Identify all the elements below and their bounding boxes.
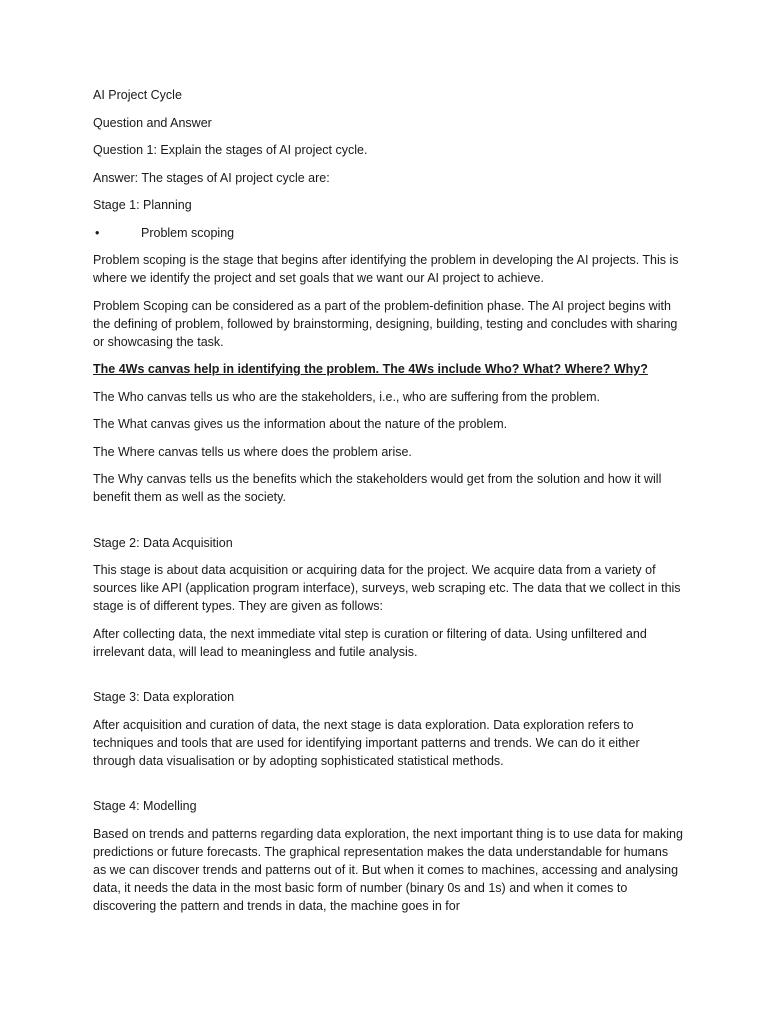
stage4-heading: Stage 4: Modelling (93, 799, 197, 813)
bullet-item (93, 224, 683, 242)
bullet-label: Problem scoping (141, 225, 235, 240)
why-canvas-text: The Why canvas tells us the benefits which the stakeholders would get from the solution and how it will benefit them as well as the society. (93, 472, 662, 504)
stage1-paragraph-2: Problem Scoping can be considered as a part of the problem-definition phase. The AI project begins with the defining of problem, followed by brainstorming, designing, building, testing and concludes with sharing or showcasing the task. (93, 298, 678, 349)
stage2-heading: Stage 2: Data Acquisition (93, 535, 233, 550)
what-canvas-text: The What canvas gives us the information about the nature of the problem. (93, 417, 508, 431)
stage2-paragraph-2: After collecting data, the next immediate vital step is curation or filtering of data. Using unfiltered and irrelevant data, will lead to meaningless and futile analysis. (93, 626, 647, 659)
stage1-paragraph-1: Problem scoping is the stage that begins after identifying the problem in developing the AI projects. This is where we identify the project and set goals that we want our AI project to achieve. (93, 253, 679, 285)
stage4-paragraph-1: Based on trends and patterns regarding data exploration, the next important thing is to use data for making predictions or future forecasts. The graphical representation makes the data understandable for humans as we can discover trends and patterns out of it. But when it comes to machines, accessing and analysing data, it needs the data in the most basic form of number (binary 0s and 1s) and when it comes to discovering the pattern and trends in data, the machine goes in for (93, 826, 683, 913)
document-page (93, 86, 683, 924)
stage3-heading: Stage 3: Data exploration (93, 690, 235, 704)
who-canvas-text: The Who canvas tells us who are the stakeholders, i.e., who are suffering from the problem. (93, 389, 600, 404)
document-title: AI Project Cycle (93, 88, 182, 102)
spacer (93, 670, 683, 688)
stage1-heading: Stage 1: Planning (93, 198, 192, 212)
stage2-paragraph-1: This stage is about data acquisition or acquiring data for the project. We acquire data from a variety of sources like API (application program interface), surveys, web scraping etc. The data that we collect in this stage is of different types. They are given as follows: (93, 563, 681, 613)
answer-intro: Answer: The stages of AI project cycle are: (93, 170, 330, 185)
stage3-paragraph-1: After acquisition and curation of data, the next stage is data exploration. Data exploration refers to techniques and tools that are used for identifying important patterns and trends. We can do it either through data visualisation or by adopting sophisticated statistical methods. (93, 717, 640, 768)
bullet-dot: • (95, 225, 100, 240)
where-canvas-text: The Where canvas tells us where does the problem arise. (93, 444, 412, 459)
spacer (93, 779, 683, 797)
question-text: Question 1: Explain the stages of AI project cycle. (93, 143, 368, 157)
canvas-heading: The 4Ws canvas help in identifying the problem. The 4Ws include Who? What? Where? Why? (93, 362, 648, 376)
spacer (93, 516, 683, 534)
document-subtitle: Question and Answer (93, 115, 212, 130)
